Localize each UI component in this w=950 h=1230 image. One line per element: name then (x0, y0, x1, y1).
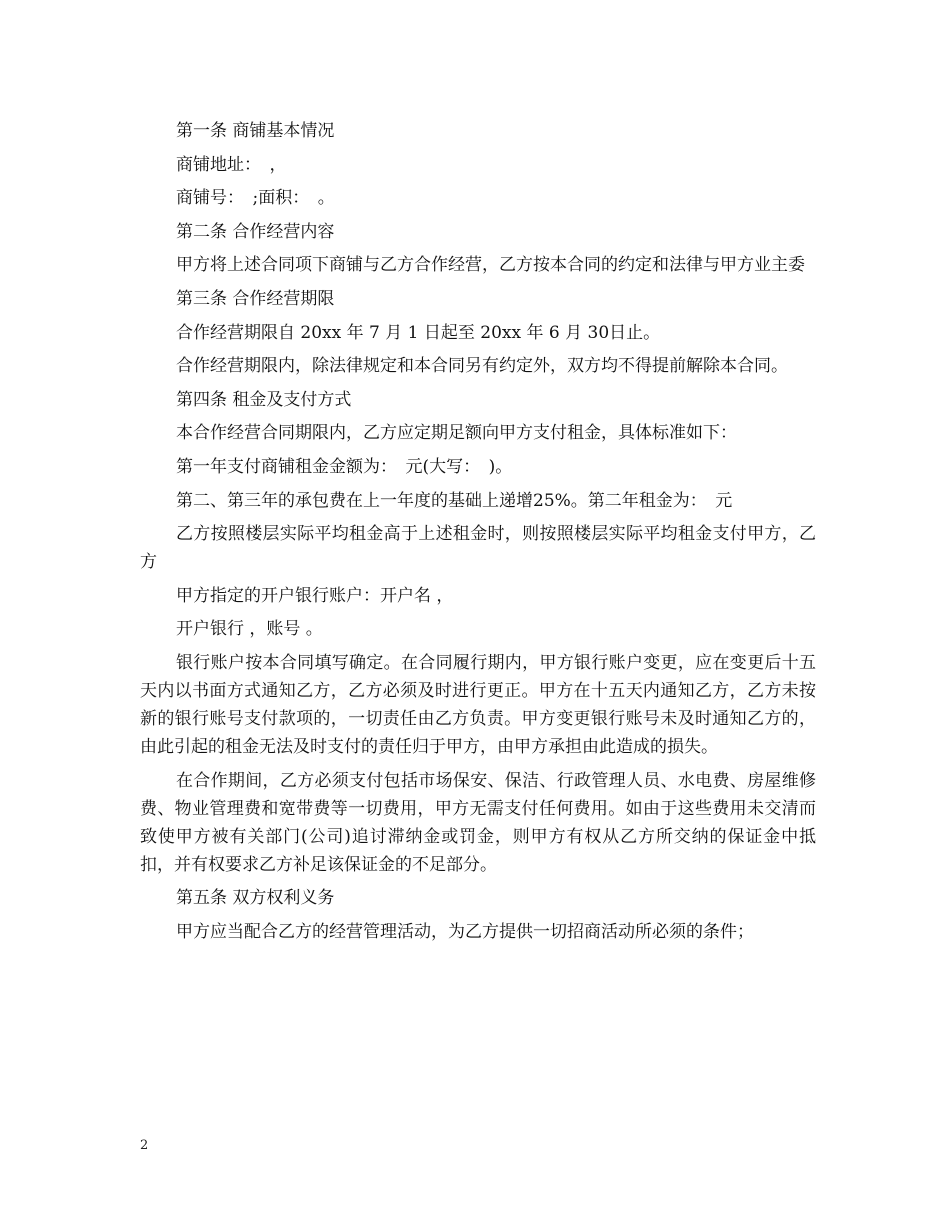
article-5-heading: 第五条 双方权利义务 (176, 888, 335, 909)
bank-and-account-number-line: 开户银行 ，账号 。 (176, 619, 323, 640)
cooperation-content-paragraph: 甲方将上述合同项下商铺与乙方合作经营，乙方按本合同的约定和法律与甲方业主委 (176, 255, 805, 276)
article-3-heading: 第三条 合作经营期限 (176, 288, 335, 309)
article-4-heading: 第四条 租金及支付方式 (176, 389, 352, 410)
first-year-rent-line: 第一年支付商铺租金金额为： 元(大写： )。 (176, 456, 513, 477)
no-early-termination-paragraph: 合作经营期限内，除法律规定和本合同另有约定外，双方均不得提前解除本合同。 (176, 356, 788, 377)
document-body (140, 117, 816, 951)
party-a-obligations-line: 甲方应当配合乙方的经营管理活动，为乙方提供一切招商活动所必须的条件； (176, 921, 754, 942)
rent-standard-line: 本合作经营合同期限内，乙方应定期足额向甲方支付租金，具体标准如下： (176, 423, 737, 444)
page-number: 2 (140, 1138, 149, 1153)
rent-increase-line: 第二、第三年的承包费在上一年度的基础上递增25%。第二年租金为： 元 (176, 490, 733, 511)
article-2-heading: 第二条 合作经营内容 (176, 221, 335, 242)
floor-average-rent-paragraph: 乙方按照楼层实际平均租金高于上述租金时，则按照楼层实际平均租金支付甲方，乙方 (140, 524, 816, 573)
expenses-paragraph: 在合作期间，乙方必须支付包括市场保安、保洁、行政管理人员、水电费、房屋维修费、物业管理费和宽带费等一切费用，甲方无需支付任何费用。如由于这些费用未交清而致使甲方被有关部门(公司)追讨滞纳金或罚金，则甲方有权从乙方所交纳的保证金中抵扣，并有权要求乙方补足该保证金的不足部分。 (140, 770, 816, 875)
article-1-heading: 第一条 商铺基本情况 (176, 121, 335, 141)
bank-account-change-paragraph: 银行账户按本合同填写确定。在合同履行期内，甲方银行账户变更，应在变更后十五天内以书面方式通知乙方，乙方必须及时进行更正。甲方在十五天内通知乙方，乙方未按新的银行账号支付款项的，一切责任由乙方负责。甲方变更银行账号未及时通知乙方的，由此引起的租金无法及时支付的责任归于甲方，由甲方承担由此造成的损失。 (140, 652, 816, 757)
shop-number-area-line: 商铺号： ;面积： 。 (176, 188, 335, 209)
shop-address-line: 商铺地址： ， (176, 154, 287, 175)
bank-account-name-line: 甲方指定的开户银行账户：开户名 ， (176, 585, 454, 606)
cooperation-period-line: 合作经营期限自 20xx 年 7 月 1 日起至 20xx 年 6 月 30日止。 (176, 322, 661, 343)
